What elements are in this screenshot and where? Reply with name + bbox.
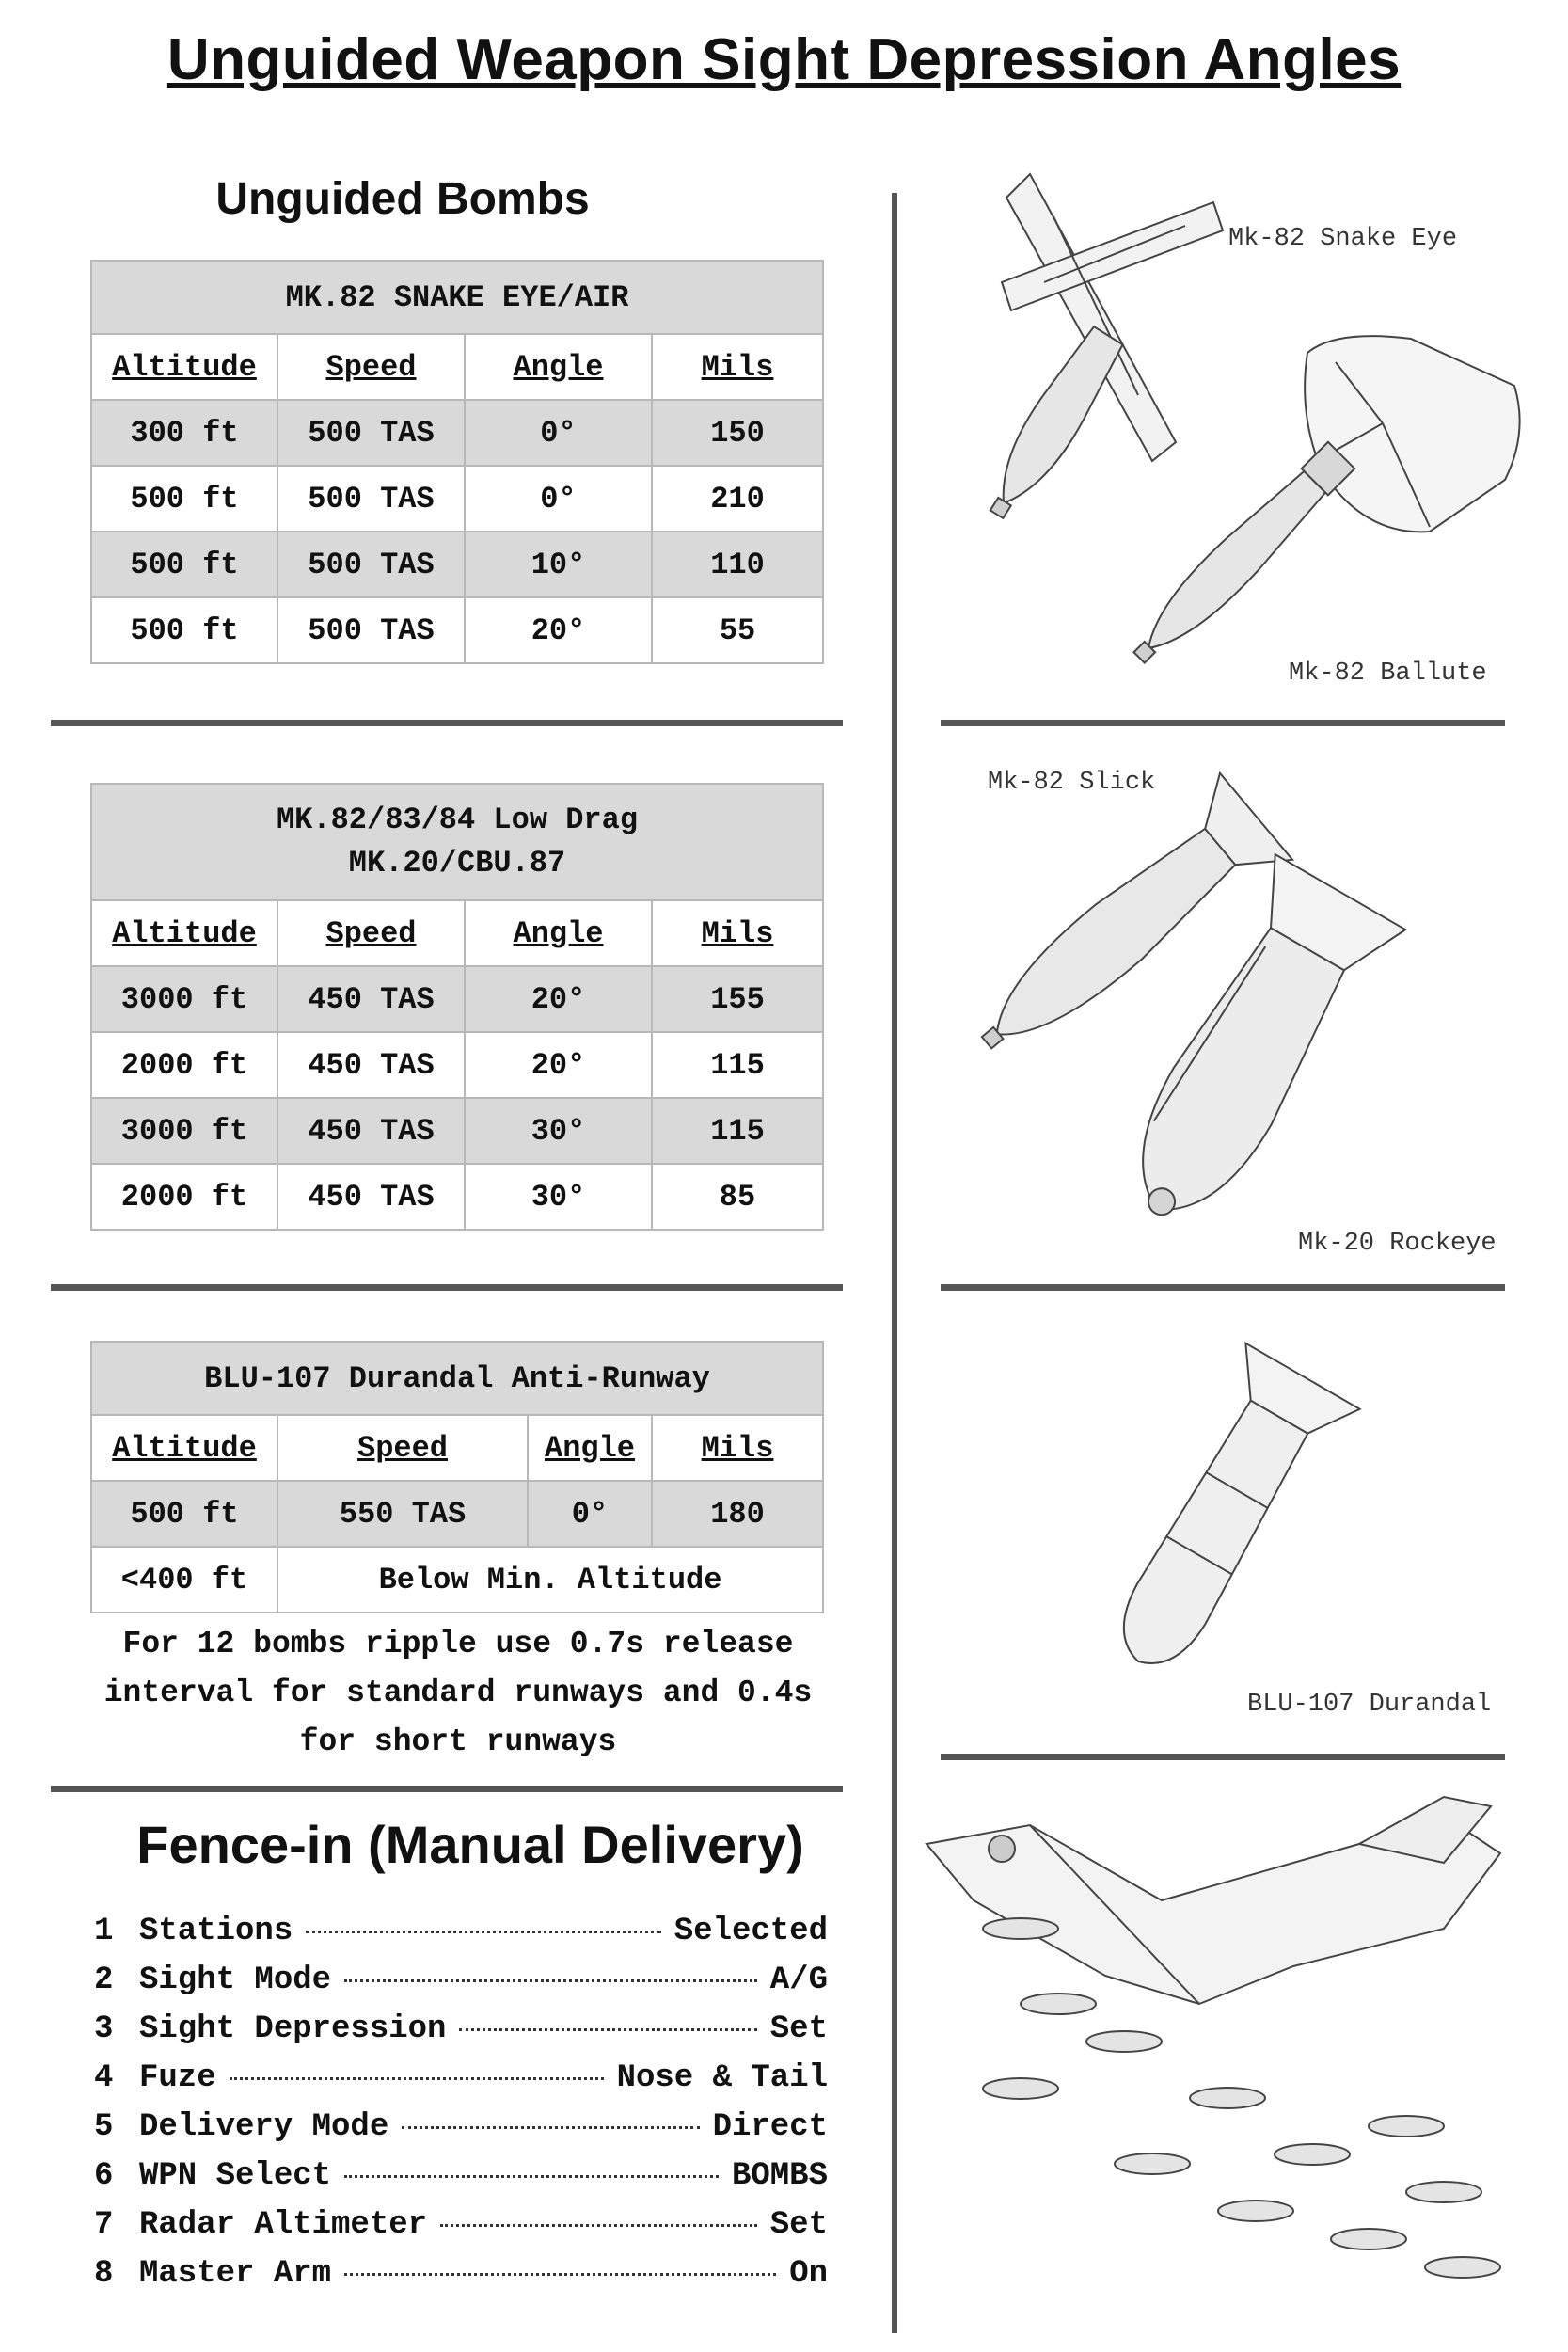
table-row: 3000 ft 450 TAS 20° 155 — [91, 966, 823, 1032]
snake-eye-ballute-illustration — [941, 160, 1524, 696]
table-row: 500 ft 500 TAS 10° 110 — [91, 532, 823, 597]
divider — [941, 1284, 1505, 1291]
aircraft-bombs-illustration — [917, 1788, 1538, 2314]
dot-leader — [344, 2175, 719, 2178]
divider — [51, 1284, 843, 1291]
low-drag-table — [90, 783, 824, 1231]
checklist-item: 2 Sight Mode A/G — [94, 1963, 828, 1998]
ballute-bomb-icon — [1123, 439, 1358, 675]
page-title: Unguided Weapon Sight Depression Angles — [166, 27, 1402, 92]
dot-leader — [440, 2224, 757, 2227]
divider — [51, 1786, 843, 1792]
snake-eye-bomb-icon — [976, 323, 1129, 527]
table-row: 500 ft 500 TAS 0° 210 — [91, 466, 823, 532]
table-row: 2000 ft 450 TAS 20° 115 — [91, 1032, 823, 1098]
table-title: MK.82 SNAKE EYE/AIR — [91, 261, 823, 334]
dot-leader — [344, 2273, 776, 2276]
caption-rockeye: Mk-20 Rockeye — [1298, 1230, 1497, 1258]
checklist-item: 5 Delivery Mode Direct — [94, 2109, 828, 2145]
checklist-item: 8 Master Arm On — [94, 2256, 828, 2292]
col-angle: Angle — [465, 334, 652, 400]
checklist-item: 4 Fuze Nose & Tail — [94, 2060, 828, 2096]
col-speed: Speed — [277, 900, 465, 966]
col-altitude: Altitude — [91, 1415, 277, 1481]
durandal-bomb-icon — [1081, 1343, 1359, 1694]
snake-eye-table — [90, 260, 824, 664]
checklist-item: 7 Radar Altimeter Set — [94, 2207, 828, 2243]
divider — [941, 720, 1505, 726]
dot-leader — [230, 2077, 604, 2080]
divider — [51, 720, 843, 726]
divider — [941, 1754, 1505, 1760]
slick-rockeye-illustration — [941, 753, 1524, 1261]
col-mils: Mils — [652, 900, 823, 966]
table-title: BLU-107 Durandal Anti-Runway — [91, 1342, 823, 1415]
table-row: 300 ft 500 TAS 0° 150 — [91, 400, 823, 466]
col-mils: Mils — [652, 334, 823, 400]
col-speed: Speed — [277, 1415, 528, 1481]
fence-in-heading: Fence-in (Manual Delivery) — [136, 1815, 804, 1874]
ripple-note: For 12 bombs ripple use 0.7s release interval for standard runways and 0.4s for short runways — [103, 1627, 813, 1759]
dot-leader — [459, 2028, 756, 2031]
table-row: <400 ft Below Min. Altitude — [91, 1547, 823, 1613]
table-row: 500 ft 550 TAS 0° 180 — [91, 1481, 823, 1547]
caption-slick: Mk-82 Slick — [988, 769, 1156, 797]
caption-ballute: Mk-82 Ballute — [1289, 660, 1487, 688]
col-angle: Angle — [528, 1415, 652, 1481]
ballute-icon — [1305, 336, 1519, 532]
col-mils: Mils — [652, 1415, 823, 1481]
aircraft-icon — [927, 1797, 1500, 2004]
col-speed: Speed — [277, 334, 465, 400]
dot-leader — [344, 1979, 757, 1982]
table-row: 3000 ft 450 TAS 30° 115 — [91, 1098, 823, 1164]
col-angle: Angle — [465, 900, 652, 966]
fence-in-checklist — [94, 1914, 828, 2305]
checklist-item: 6 WPN Select BOMBS — [94, 2158, 828, 2194]
checklist-item: 1 Stations Selected — [94, 1914, 828, 1949]
caption-snake-eye: Mk-82 Snake Eye — [1228, 225, 1458, 253]
col-altitude: Altitude — [91, 900, 277, 966]
col-altitude: Altitude — [91, 334, 277, 400]
table-row: 2000 ft 450 TAS 30° 85 — [91, 1164, 823, 1230]
table-title: MK.82/83/84 Low Drag MK.20/CBU.87 — [91, 784, 823, 900]
dot-leader — [402, 2126, 699, 2129]
caption-durandal: BLU-107 Durandal — [1247, 1691, 1492, 1719]
bombs-heading: Unguided Bombs — [215, 174, 590, 224]
table-row: 500 ft 500 TAS 20° 55 — [91, 597, 823, 663]
durandal-table — [90, 1341, 824, 1613]
durandal-illustration — [941, 1317, 1524, 1731]
checklist-item: 3 Sight Depression Set — [94, 2011, 828, 2047]
column-divider — [892, 193, 897, 2333]
dot-leader — [306, 1931, 661, 1933]
